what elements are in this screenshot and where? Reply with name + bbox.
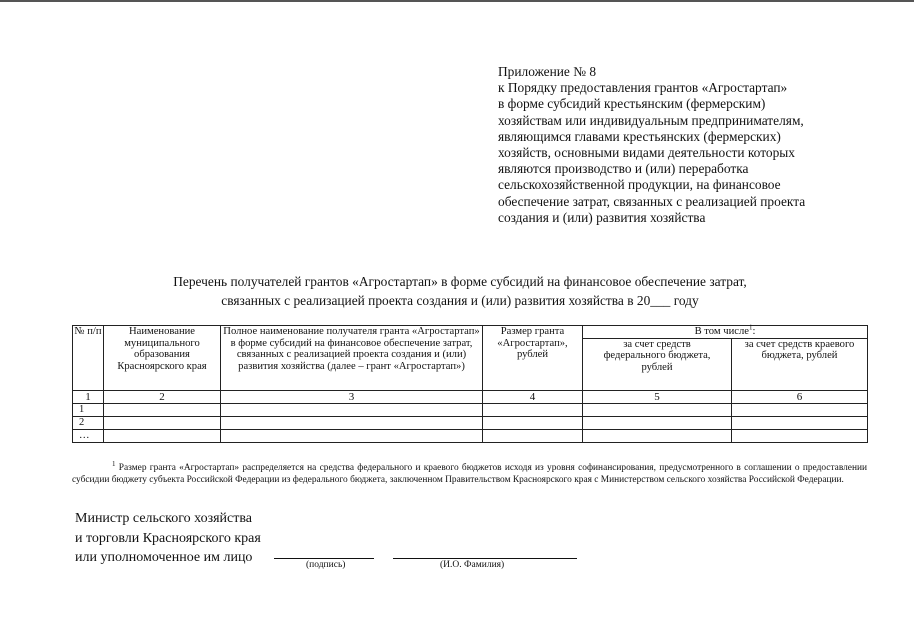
header-including-label: В том числе bbox=[694, 326, 749, 337]
signatory-line: или уполномоченное им лицо bbox=[75, 550, 253, 565]
appendix-line: хозяйствам или индивидуальным предпринимателям, bbox=[498, 112, 804, 128]
signatory-line: и торговли Красноярского края bbox=[75, 530, 261, 546]
table-cell bbox=[732, 403, 868, 416]
column-number-cell: 6 bbox=[732, 390, 868, 403]
table-cell bbox=[221, 403, 483, 416]
appendix-line: сельскохозяйственной продукции, на финансовое bbox=[498, 177, 781, 193]
footnote-paragraph bbox=[72, 458, 867, 487]
table-cell bbox=[483, 429, 583, 442]
footnote-text: Размер гранта «Агростартап» распределяется на средства федерального и краевого бюджетов исходя из уровня софинансирования, предусмотренного в соглашении о предоставлении субсидии бюджету субъекта Российской Федерации из федерального бюджета, заключенном Правительством Красноярского края с Министерством сельского хозяйства Российской Федерации. bbox=[72, 463, 868, 486]
row-index: 2 bbox=[73, 416, 104, 429]
column-number-cell: 1 bbox=[73, 390, 104, 403]
row-index: 1 bbox=[73, 403, 104, 416]
appendix-line: обеспечение затрат, связанных с реализацией проекта bbox=[498, 193, 806, 209]
appendix-line: являются производство и (или) переработка bbox=[498, 161, 749, 177]
table-cell bbox=[483, 403, 583, 416]
table-cell bbox=[221, 429, 483, 442]
table-cell bbox=[732, 416, 868, 429]
title-line-2: связанных с реализацией проекта создания и (или) развития хозяйства в 20___ году bbox=[221, 293, 699, 308]
appendix-line: к Порядку предоставления грантов «Агростартап» bbox=[498, 80, 788, 96]
appendix-header bbox=[498, 64, 898, 226]
appendix-line: хозяйств, основными видами деятельности которых bbox=[498, 145, 795, 161]
recipients-table bbox=[72, 325, 868, 443]
table-cell bbox=[583, 403, 732, 416]
column-number-cell: 4 bbox=[483, 390, 583, 403]
header-regional-budget: за счет средств краевого бюджета, рублей bbox=[732, 338, 868, 390]
name-blank-line bbox=[393, 558, 577, 559]
table-row bbox=[73, 429, 868, 442]
appendix-line: Приложение № 8 bbox=[498, 64, 597, 79]
table-cell bbox=[583, 416, 732, 429]
table-row bbox=[73, 403, 868, 416]
row-index: … bbox=[73, 429, 104, 442]
footnote-mark: 1 bbox=[112, 460, 116, 468]
top-border-line bbox=[0, 0, 914, 2]
signatory-line: Министр сельского хозяйства bbox=[75, 511, 252, 526]
footnote-ref-mark: 1 bbox=[748, 323, 753, 332]
signature-blank-line bbox=[274, 558, 374, 559]
column-number-cell: 3 bbox=[221, 390, 483, 403]
table-cell bbox=[583, 429, 732, 442]
table-cell bbox=[732, 429, 868, 442]
header-federal-budget: за счет средств федерального бюджета, рублей bbox=[583, 338, 732, 390]
appendix-line: создания и (или) развития хозяйства bbox=[498, 209, 706, 225]
appendix-line: в форме субсидий крестьянским (фермерским) bbox=[498, 96, 766, 112]
table-cell bbox=[104, 416, 221, 429]
table-cell bbox=[104, 429, 221, 442]
header-municipality: Наименование муниципального образования Красноярского края bbox=[104, 326, 221, 391]
signatory-block bbox=[75, 509, 261, 568]
document-title bbox=[60, 272, 860, 310]
table-cell bbox=[104, 403, 221, 416]
footnote bbox=[72, 458, 867, 487]
header-including: В том числе$^1$: bbox=[583, 326, 868, 339]
column-number-cell: 5 bbox=[583, 390, 732, 403]
table-cell bbox=[221, 416, 483, 429]
appendix-line: являющимся главами крестьянских (фермерских) bbox=[498, 128, 781, 144]
table-row bbox=[73, 416, 868, 429]
signature-label: (подпись) bbox=[306, 560, 346, 570]
header-grant-amount: Размер гранта «Агростартап», рублей bbox=[483, 326, 583, 391]
name-label: (И.О. Фамилия) bbox=[440, 560, 505, 570]
title-line-1: Перечень получателей грантов «Агростартап» в форме субсидий на финансовое обеспечение затрат, bbox=[173, 274, 747, 289]
header-recipient: Полное наименование получателя гранта «Агростартап» в форме субсидий на финансовое обеспечение затрат, связанных с реализацией проекта создания и (или) развития хозяйства (далее – грант «Агростартап») bbox=[221, 326, 483, 391]
table-cell bbox=[483, 416, 583, 429]
header-number: № п/п bbox=[73, 326, 104, 391]
column-number-cell: 2 bbox=[104, 390, 221, 403]
